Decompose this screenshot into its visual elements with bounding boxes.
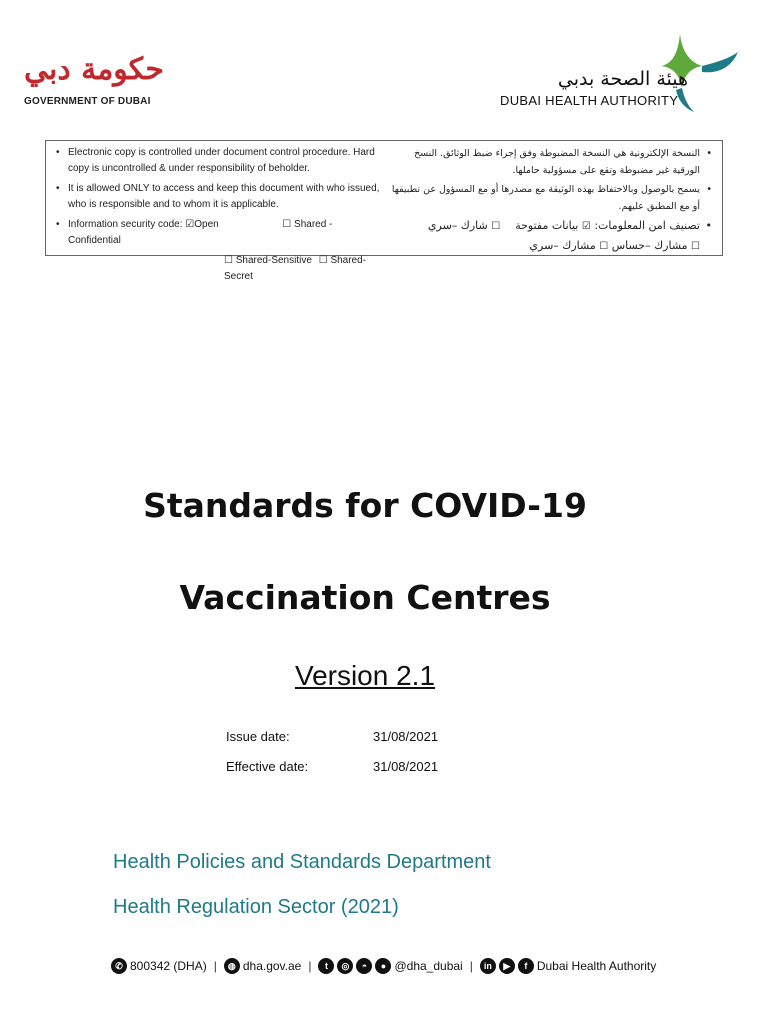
facebook-icon[interactable]: f — [518, 958, 534, 974]
footer-separator: | — [469, 959, 473, 973]
control-box-arabic — [389, 145, 714, 255]
unchecked-box-icon: ☐ — [224, 255, 233, 266]
control-item-ar-1 — [389, 145, 714, 179]
option-open-ar: بيانات مفتوحة — [515, 219, 579, 232]
control-item-ar-2 — [389, 181, 714, 215]
option-open: Open — [194, 219, 219, 230]
gov-dubai-logo-arabic: حكومة دبي — [24, 52, 164, 87]
checked-box-icon: ☑ — [185, 219, 195, 230]
gov-dubai-logo-english: GOVERNMENT OF DUBAI — [24, 96, 151, 107]
instagram-icon[interactable]: ◎ — [337, 958, 353, 974]
snapchat-icon[interactable]: ◓ — [356, 958, 372, 974]
option-shared-secret-ar: شارك –سري — [427, 219, 488, 232]
control-options-row-ar — [389, 237, 714, 255]
control-text-ar-2: يسمح بالوصول وبالاحتفاظ بهذه الوثيقة مع مصدرها أو مع المسؤول عن تطبيقها أو مع المطبق عليهم. — [391, 184, 700, 212]
option-shared-sensitive-ar: مشارك –حساس — [611, 239, 688, 252]
unchecked-box-icon: ☐ — [282, 219, 292, 230]
unchecked-box-icon: ☐ — [318, 255, 328, 266]
security-code-label-ar: تصنيف امن المعلومات: — [594, 219, 700, 232]
control-text-2: It is allowed ONLY to access and keep this document with who issued, who is responsible and to whom it is applicable. — [68, 183, 380, 210]
department-name: Health Policies and Standards Department — [113, 851, 491, 873]
globe-icon: ◍ — [224, 958, 240, 974]
footer-phone[interactable]: 800342 (DHA) — [130, 959, 207, 973]
youtube-icon[interactable]: ▶ — [499, 958, 515, 974]
control-box-english — [54, 145, 394, 285]
unchecked-box-icon: ☐ — [599, 241, 609, 252]
effective-date-label: Effective date: — [226, 759, 309, 774]
control-text-1: Electronic copy is controlled under document control procedure. Hard copy is uncontrolled & under responsibility of beholder. — [68, 147, 375, 174]
dha-logo-english: DUBAI HEALTH AUTHORITY — [500, 93, 679, 108]
control-item-3 — [54, 217, 394, 249]
document-title-line-1: Standards for COVID-19 — [143, 486, 587, 525]
option-shared-sensitive: Shared-Sensitive — [235, 255, 312, 266]
control-item-2 — [54, 181, 394, 213]
sector-name: Health Regulation Sector (2021) — [113, 896, 399, 918]
option-shared-secret: Shared-Secret — [224, 255, 367, 282]
control-options-row — [54, 253, 394, 285]
footer-contact-bar — [111, 954, 656, 978]
issue-date-label: Issue date: — [226, 729, 290, 744]
checked-box-icon: ☑ — [581, 221, 591, 232]
footer-separator: | — [308, 959, 312, 973]
effective-date-value: 31/08/2021 — [373, 759, 439, 774]
option-shared: Shared - — [294, 219, 333, 230]
issue-date-value: 31/08/2021 — [373, 729, 439, 744]
control-text-ar-1: النسخة الإلكترونية هي النسخة المضبوطة وفق إجراء ضبط الوثائق. النسخ الورقية غير مضبوطة وتقع على مسؤولية حاملها. — [414, 148, 700, 176]
dha-logo-arabic: هيئة الصحة بدبي — [557, 68, 688, 90]
option-shared-secret2-ar: مشارك –سري — [529, 239, 596, 252]
linkedin-icon[interactable]: in — [480, 958, 496, 974]
twitter-icon[interactable]: t — [318, 958, 334, 974]
document-title-line-2: Vaccination Centres — [179, 578, 551, 617]
phone-icon: ✆ — [111, 958, 127, 974]
footer-website[interactable]: dha.gov.ae — [242, 959, 302, 973]
security-code-label: Information security code: — [68, 219, 183, 230]
document-control-box — [45, 140, 723, 282]
control-item-ar-3 — [389, 217, 714, 235]
footer-organization: Dubai Health Authority — [536, 959, 657, 973]
location-icon[interactable]: ● — [375, 958, 391, 974]
control-item-1 — [54, 145, 394, 177]
document-version: Version 2.1 — [294, 660, 436, 691]
unchecked-box-icon: ☐ — [491, 221, 501, 232]
footer-social-handle[interactable]: @dha_dubai — [394, 959, 463, 973]
option-confidential: Confidential — [68, 235, 121, 246]
footer-separator: | — [213, 959, 217, 973]
unchecked-box-icon: ☐ — [691, 241, 700, 252]
